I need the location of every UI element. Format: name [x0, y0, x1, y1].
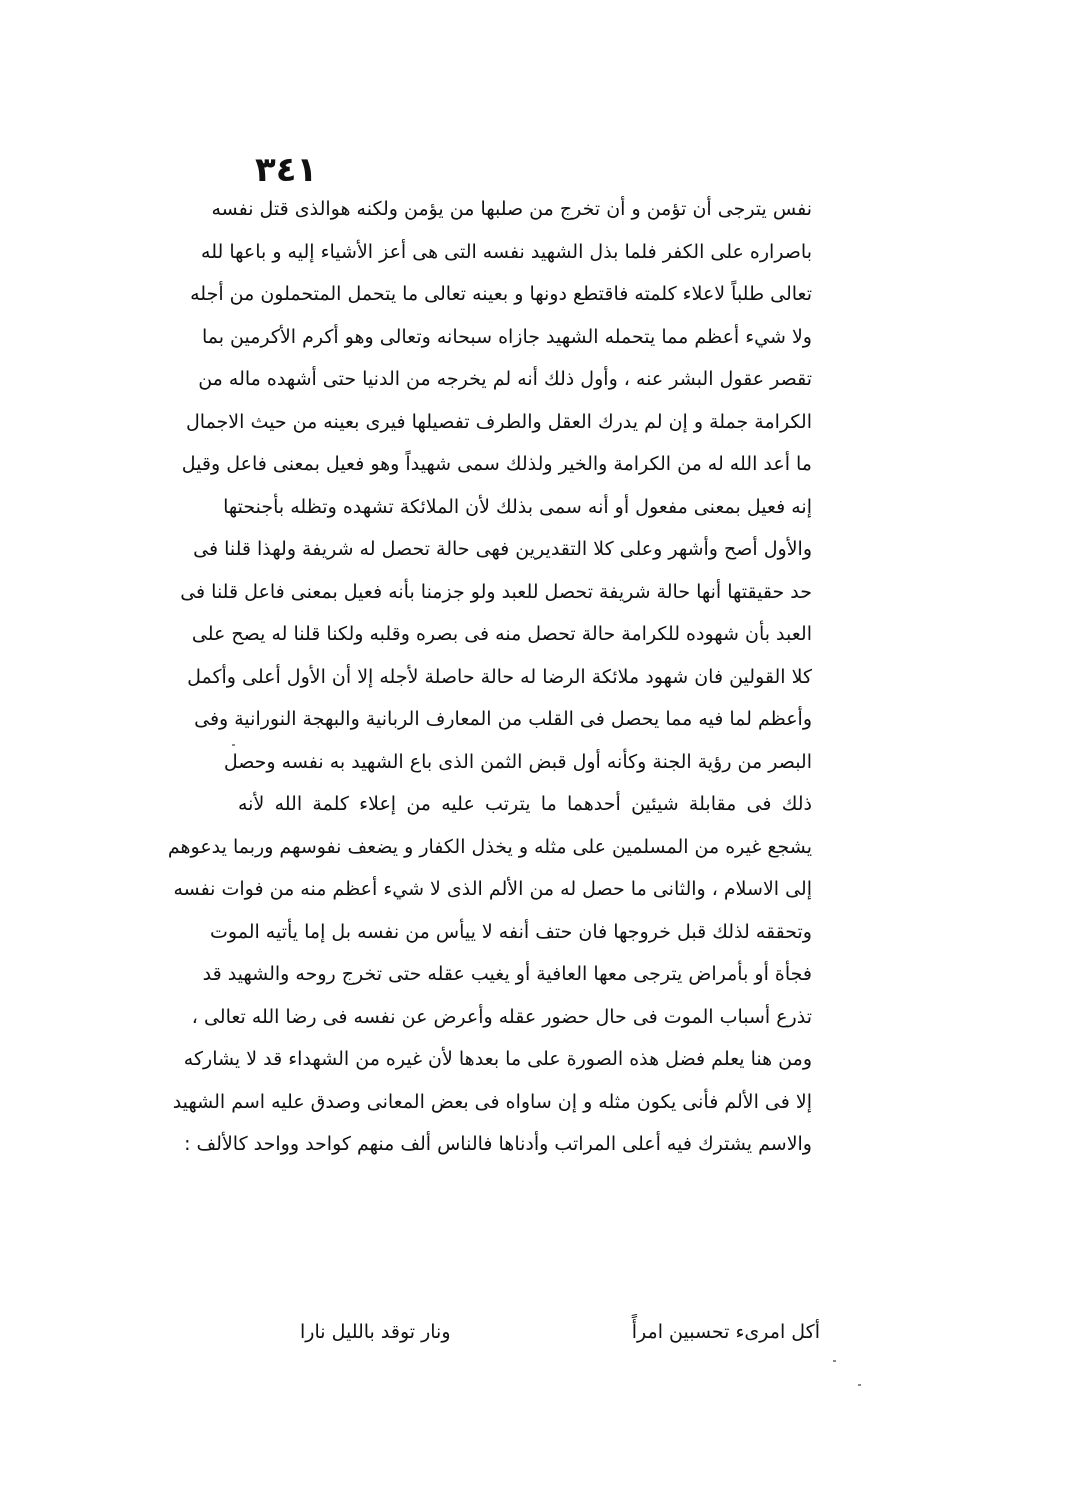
text-line: العبد بأن شهوده للكرامة حالة تحصل منه فى بصره وقلبه ولكنا قلنا له يصح على: [191, 623, 812, 645]
text-line: إلى الاسلام ، والثانى ما حصل له من الألم الذى لا شيء أعظم منه من فوات نفسه: [173, 878, 812, 900]
text-line: ما أعد الله له من الكرامة والخير ولذلك سمى شهيداً وهو فعيل بمعنى فاعل وقيل: [181, 453, 812, 475]
text-line: ولا شيء أعظم مما يتحمله الشهيد جازاه سبحانه وتعالى وهو أكرم الأكرمين بما: [201, 325, 812, 348]
text-line: والاسم يشترك فيه أعلى المراتب وأدناها فالناس ألف منهم كواحد وواحد كالألف :: [184, 1133, 812, 1155]
text-line: حد حقيقتها أنها حالة شريفة تحصل للعبد ولو جزمنا بأنه فعيل بمعنى فاعل قلنا فى: [180, 580, 812, 603]
text-line: كلا القولين فان شهود ملائكة الرضا له حالة حاصلة لأجله إلا أن الأول أعلى وأكمل: [187, 665, 812, 688]
text-line: إنه فعيل بمعنى مفعول أو أنه سمى بذلك لأن الملائكة تشهده وتظله بأجنحتها: [223, 495, 812, 518]
text-line: فجأة أو بأمراض يترجى معها العافية أو يغيب عقله حتى تخرج روحه والشهيد قد: [202, 963, 812, 985]
text-line: الكرامة جملة و إن لم يدرك العقل والطرف تفصيلها فيرى بعينه من حيث الاجمال: [185, 410, 812, 433]
text-line: إلا فى الألم فأنى يكون مثله و إن ساواه فى بعض المعانى وصدق عليه اسم الشهيد: [172, 1090, 812, 1113]
text-line: تقصر عقول البشر عنه ، وأول ذلك أنه لم يخرجه من الدنيا حتى أشهده ماله من: [198, 368, 812, 390]
page-number: ٣٤١: [255, 150, 318, 190]
text-line: وأعظم لما فيه مما يحصل فى القلب من المعارف الربانية والبهجة النورانية وفى: [194, 708, 812, 730]
text-line: وتحققه لذلك قبل خروجها فان حتف أنفه لا ييأس من نفسه بل إما يأتيه الموت: [210, 920, 812, 943]
text-line: تذرع أسباب الموت فى حال حضور عقله وأعرض عن نفسه فى رضا الله تعالى ،: [191, 1005, 812, 1028]
verse-second-hemistich: ونار توقد بالليل نارا: [300, 1321, 451, 1343]
text-line: تعالى طلباً لاعلاء كلمته فاقتطع دونها و بعينه تعالى ما يتحمل المتحملون من أجله: [190, 283, 812, 305]
text-line: يشجع غيره من المسلمين على مثله و يخذل الكفار و يضعف نفوسهم وربما يدعوهم: [167, 835, 812, 858]
text-line: ومن هنا يعلم فضل هذه الصورة على ما بعدها لأن غيره من الشهداء قد لا يشاركه: [183, 1048, 812, 1070]
text-line: البصر من رؤية الجنة وكأنه أول قبض الثمن الذى باع الشهيد به نفسه وحصل: [223, 750, 812, 773]
scan-speck: [232, 744, 235, 746]
verse-first-hemistich: أكل امرىء تحسبين امرأً: [631, 1321, 820, 1343]
text-line: والأول أصح وأشهر وعلى كلا التقديرين فهى حالة تحصل له شريفة ولهذا قلنا فى: [193, 538, 812, 560]
scan-speck: [858, 1384, 861, 1386]
text-line: ذلك فى مقابلة شيئين أحدهما ما يترتب عليه من إعلاء كلمة الله لأنه: [238, 793, 812, 815]
scan-speck: [833, 1360, 836, 1362]
text-line: نفس يترجى أن تؤمن و أن تخرج من صلبها من يؤمن ولكنه هوالذى قتل نفسه: [211, 198, 812, 220]
poetry-verse: [300, 1312, 820, 1352]
body-text: [167, 188, 812, 1166]
text-line: باصراره على الكفر فلما بذل الشهيد نفسه التى هى أعز الأشياء إليه و باعها لله: [201, 240, 812, 263]
